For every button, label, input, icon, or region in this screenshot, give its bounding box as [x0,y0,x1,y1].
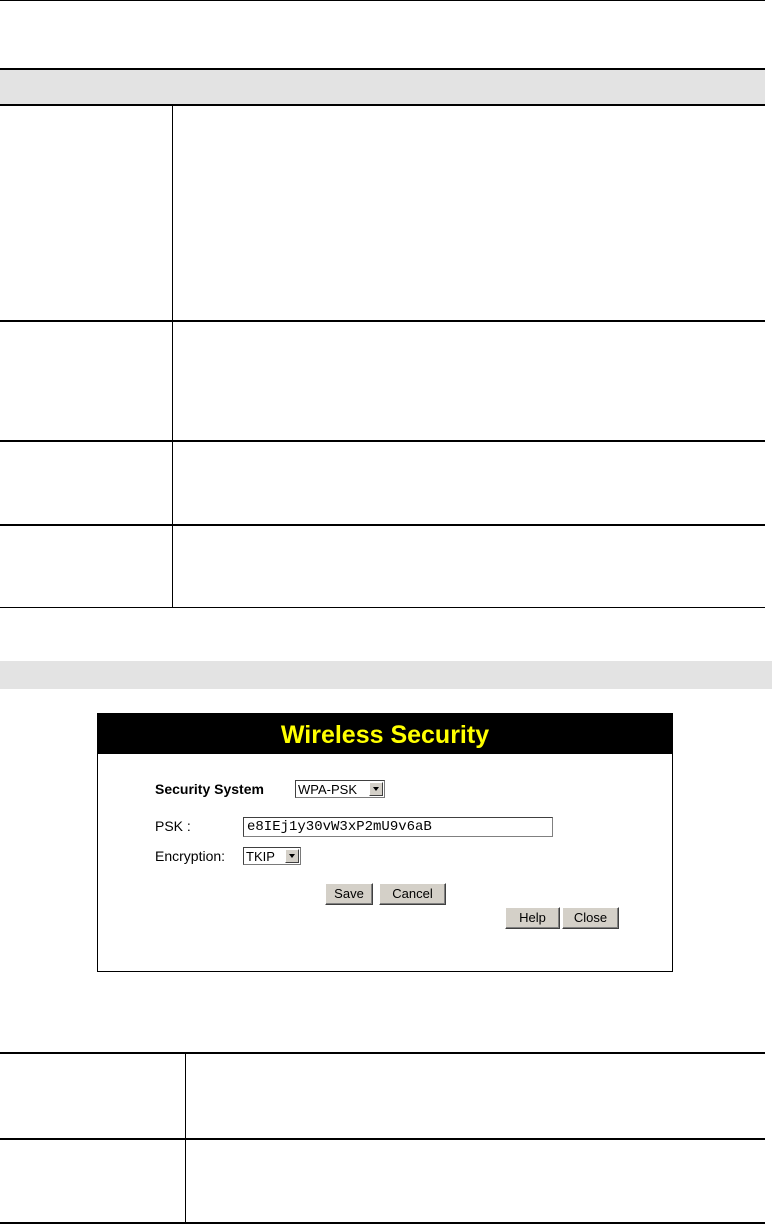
section-heading-bar [0,661,772,689]
security-system-label: Security System [155,781,264,797]
security-system-select[interactable] [295,780,385,798]
table-top-border [0,1052,765,1054]
chevron-down-icon[interactable] [285,849,299,863]
psk-input[interactable]: e8IEj1y30vW3xP2mU9v6aB [243,817,553,837]
close-button[interactable]: Close [562,907,619,929]
table-header-row [0,69,765,105]
table-header-border [0,104,765,106]
encryption-label: Encryption: [155,848,226,864]
psk-label: PSK : [155,818,191,834]
table-column-divider [172,105,173,608]
help-button[interactable]: Help [505,907,560,929]
security-system-value: WPA-PSK [298,782,357,797]
page-top-rule [0,0,765,1]
table-row-divider [0,1138,765,1140]
table-row-divider [0,320,765,322]
chevron-down-icon[interactable] [369,782,383,796]
cancel-button[interactable]: Cancel [379,883,446,905]
save-button[interactable]: Save [325,883,373,905]
wireless-security-dialog [97,713,673,972]
table-column-divider [185,1053,186,1223]
table-row-divider [0,440,765,442]
encryption-select[interactable] [243,847,301,865]
dialog-title: Wireless Security [280,721,490,749]
table-bottom-border [0,1222,765,1224]
encryption-value: TKIP [246,849,275,864]
table-bottom-border [0,607,765,608]
table-top-border [0,68,765,70]
table-row-divider [0,524,765,526]
